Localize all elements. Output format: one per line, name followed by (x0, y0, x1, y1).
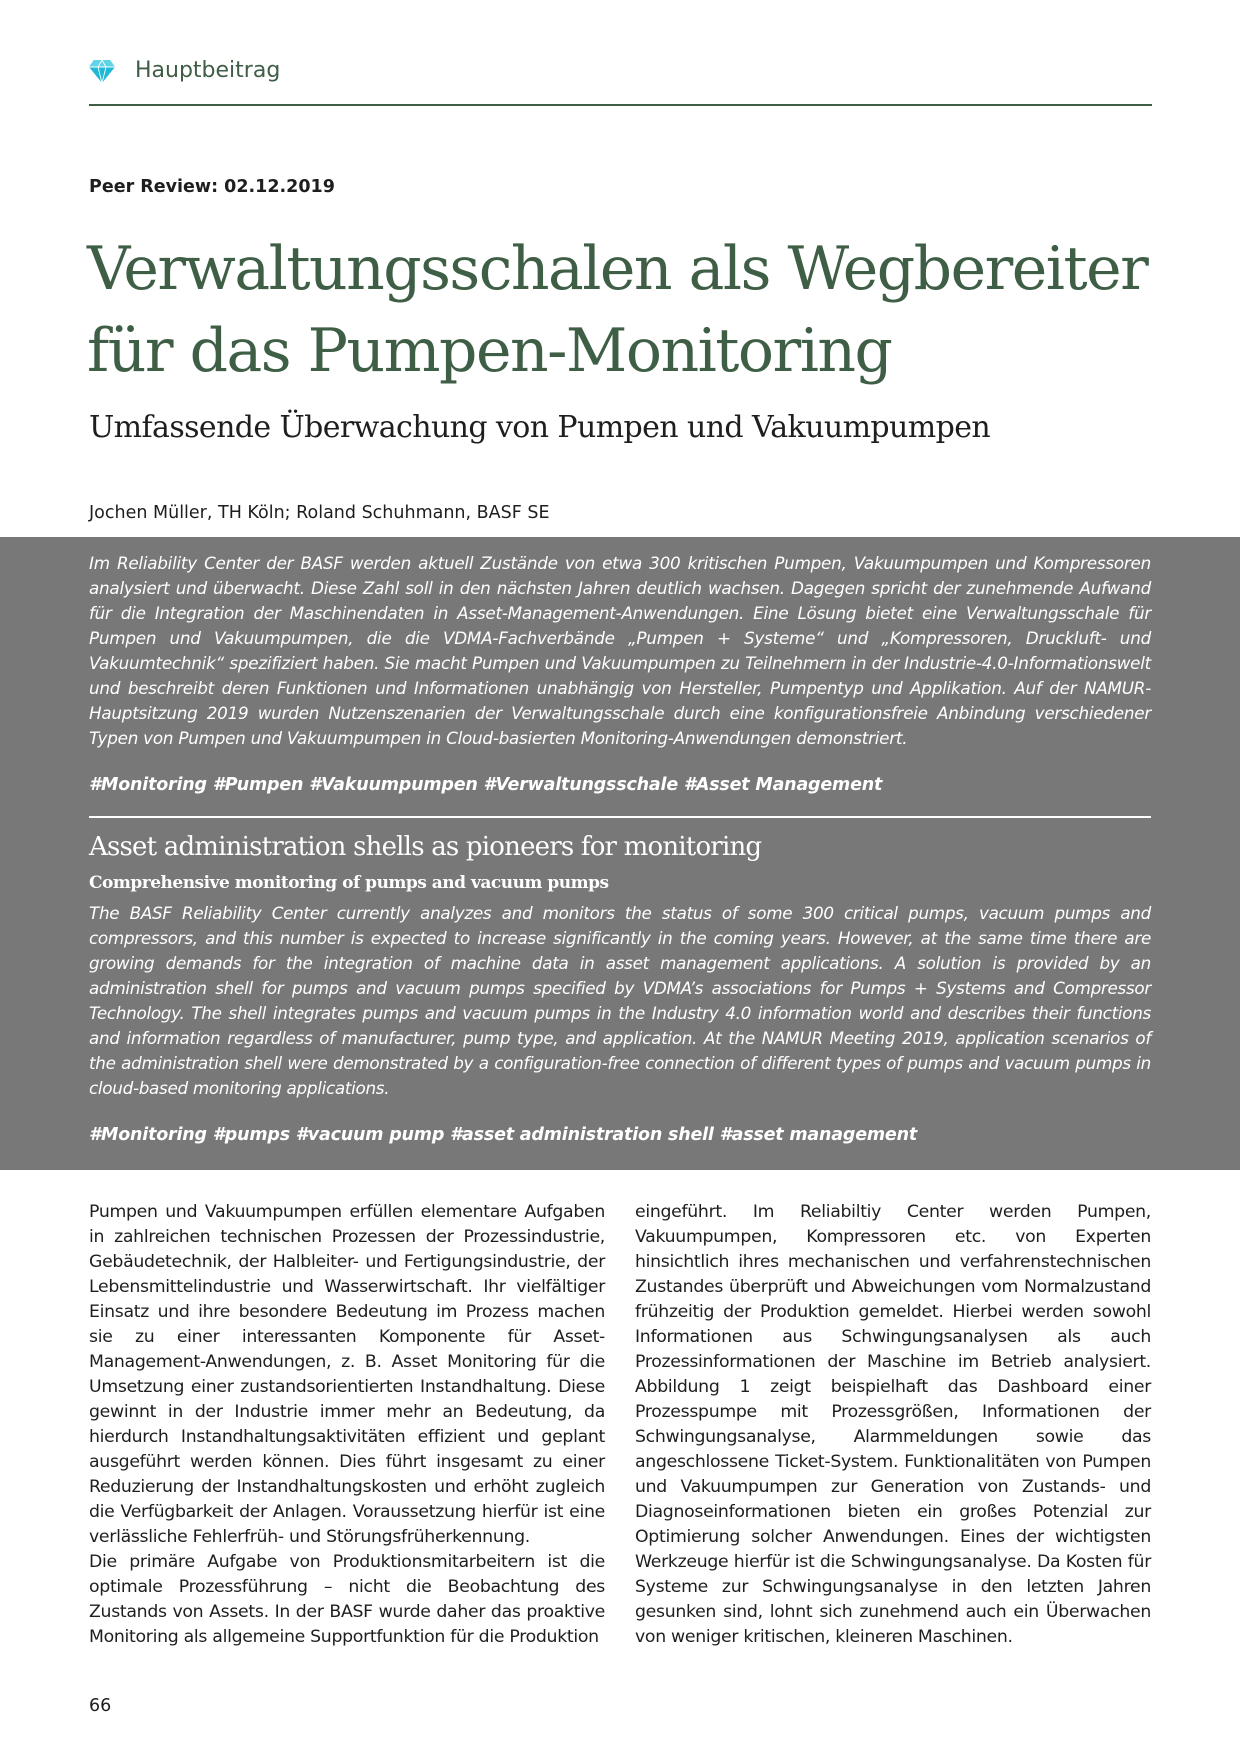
english-subtitle: Comprehensive monitoring of pumps and vacuum pumps (89, 873, 609, 893)
english-title: Asset administration shells as pioneers for monitoring (89, 832, 762, 862)
diamond-icon (89, 59, 115, 83)
section-header (89, 52, 1152, 106)
article-subtitle: Umfassende Überwachung von Pumpen und Vakuumpumpen (89, 410, 991, 445)
body-column-left (89, 1200, 605, 1650)
body-column-right (635, 1200, 1151, 1650)
section-label: Hauptbeitrag (135, 58, 281, 83)
body-paragraph: Pumpen und Vakuumpumpen erfüllen elementare Aufgaben in zahlreichen technischen Prozessen der Prozessindustrie, Gebäudetechnik, der Halbleiter- und Fertigungsindustrie, der Lebensmittelindustrie und Wasserwirtschaft. Ihr vielfältiger Einsatz und ihre besondere Bedeutung im Prozess machen sie zu einer interessanten Komponente für Asset-Management-Anwendungen, z. B. Asset Monitoring für die Umsetzung einer zustandsorientierten Instandhaltung. Diese gewinnt in der Industrie immer mehr an Bedeutung, da hierdurch Instandhaltungsaktivitäten effizient und geplant ausgeführt werden können. Dies führt insgesamt zu einer Reduzierung der Instandhaltungskosten und erhöht zugleich die Verfügbarkeit der Anlagen. Voraussetzung hierfür ist eine verlässliche Fehlerfrüh- und Störungsfrüherkennung. (89, 1202, 605, 1547)
tags-english: #Monitoring #pumps #vacuum pump #asset administration shell #asset management (89, 1125, 917, 1145)
peer-review-date: Peer Review: 02.12.2019 (89, 177, 335, 197)
tags-german: #Monitoring #Pumpen #Vakuumpumpen #Verwaltungsschale #Asset Management (89, 775, 883, 795)
title-line-2: für das Pumpen-Monitoring (87, 316, 892, 386)
body-paragraph: eingeführt. Im Reliabiltiy Center werden Pumpen, Vakuumpumpen, Kompressoren etc. von Experten hinsichtlich ihres mechanischen und verfahrenstechnischen Zustandes überprüft und Abweichungen vom Normalzustand frühzeitig der Produktion gemeldet. Hierbei werden sowohl Informationen aus Schwingungsanalysen als auch Prozessinformationen der Maschine im Betrieb analysiert. Abbildung 1 zeigt beispielhaft das Dashboard einer Prozesspumpe mit Prozessgrößen, Informationen der Schwingungsanalyse, Alarmmeldungen sowie das angeschlossene Ticket-System. Funktionalitäten von Pumpen und Vakuumpumpen zur Generation von Zustands- und Diagnoseinformationen bieten ein großes Potenzial zur Optimierung solcher Anwendungen. Eines der wichtigsten Werkzeuge hierfür ist die Schwingungsanalyse. Da Kosten für Systeme zur Schwingungsanalyse in den letzten Jahren gesunken sind, lohnt sich zunehmend auch ein Überwachen von weniger kritischen, kleineren Maschinen. (635, 1202, 1151, 1647)
authors: Jochen Müller, TH Köln; Roland Schuhmann, BASF SE (89, 503, 550, 523)
abstract-english: The BASF Reliability Center currently analyzes and monitors the status of some 300 critical pumps, vacuum pumps and compressors, and this number is expected to increase significantly in the coming years. However, at the same time there are growing demands for the integration of machine data in asset management applications. A solution is provided by an administration shell for pumps and vacuum pumps specified by VDMA’s associations for Pumps + Systems and Compressor Technology. The shell integrates pumps and vacuum pumps in the Industry 4.0 information world and describes their functions and information regardless of manufacturer, pump type, and application. At the NAMUR Meeting 2019, application scenarios of the administration shell were demonstrated by a configuration-free connection of different types of pumps and vacuum pumps in cloud-based monitoring applications. (89, 903, 1151, 1098)
abstract-box (0, 537, 1240, 1170)
title-line-1: Verwaltungsschalen als Wegbereiter (87, 234, 1148, 304)
article-title (87, 228, 1167, 392)
page-number: 66 (89, 1696, 112, 1716)
abstract-german: Im Reliability Center der BASF werden aktuell Zustände von etwa 300 kritischen Pumpen, Vakuumpumpen und Kompressoren analysiert und überwacht. Diese Zahl soll in den nächsten Jahren deutlich wachsen. Dagegen spricht der zunehmende Aufwand für die Integration der Maschinendaten in Asset-Management-Anwendungen. Eine Lösung bietet eine Verwaltungsschale für Pumpen und Vakuumpumpen, die die VDMA-Fachverbände „Pumpen + Systeme“ und „Kompressoren, Druckluft- und Vakuumtechnik“ spezifiziert haben. Sie macht Pumpen und Vakuumpumpen zu Teilnehmern in der Industrie-4.0-Informationswelt und beschreibt deren Funktionen und Informationen unabhängig von Hersteller, Pumpentyp und Applikation. Auf der NAMUR-Hauptsitzung 2019 wurden Nutzenszenarien der Verwaltungsschale durch eine konfigurationsfreie Anbindung verschiedener Typen von Pumpen und Vakuumpumpen in Cloud-basierten Monitoring-Anwendungen demonstriert. (89, 553, 1151, 748)
body-paragraph: Die primäre Aufgabe von Produktionsmitarbeitern ist die optimale Prozessführung – nicht die Beobachtung des Zustands von Assets. In der BASF wurde daher das proaktive Monitoring als allgemeine Supportfunktion für die Produktion (89, 1552, 605, 1647)
abstract-divider (89, 816, 1151, 818)
